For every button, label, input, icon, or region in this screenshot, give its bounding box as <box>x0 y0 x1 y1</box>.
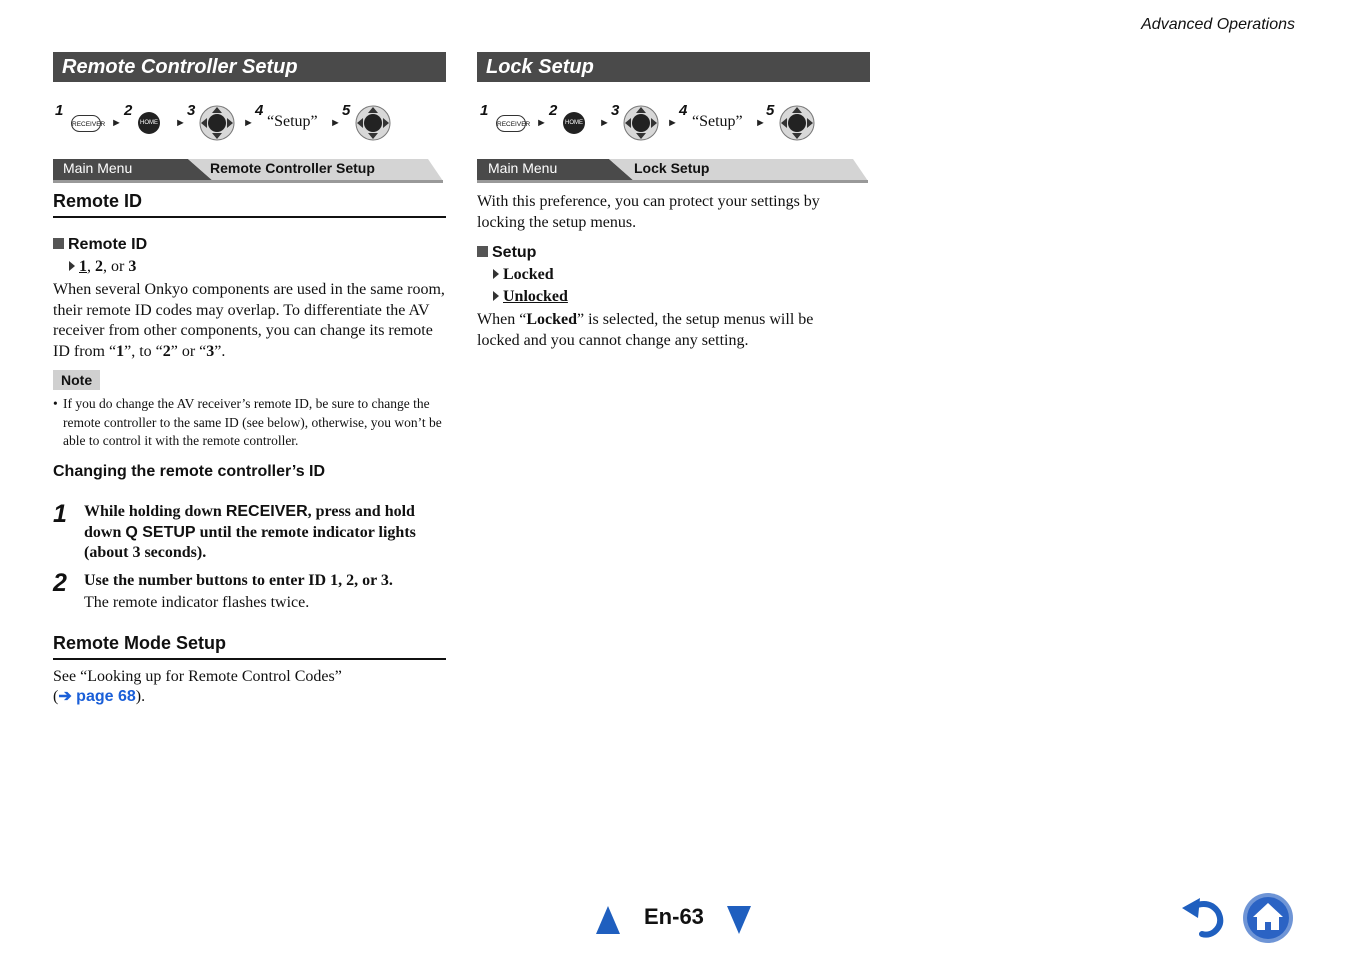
setup-menu-label: “Setup” <box>692 113 743 130</box>
arrow-right-icon: ► <box>536 117 547 129</box>
remote-mode-link-line: (➔ page 68). <box>53 688 146 705</box>
note-bullet: • <box>53 396 58 411</box>
triangle-bullet-icon <box>493 291 499 301</box>
receiver-button-icon: RECEIVER <box>71 115 101 132</box>
step-2-number: 2 <box>53 569 67 597</box>
home-button-icon: HOME <box>563 112 585 134</box>
heading-remote-id: Remote ID <box>53 191 143 211</box>
option-locked: Locked <box>493 266 554 284</box>
triangle-bullet-icon <box>493 269 499 279</box>
arrow-right-icon: ► <box>111 117 122 129</box>
enter-button-icon <box>779 105 815 141</box>
heading-remote-mode-setup: Remote Mode Setup <box>53 633 227 653</box>
breadcrumb-main-menu: Main Menu <box>63 160 133 176</box>
step-number: 2 <box>124 102 133 119</box>
enter-button-icon <box>355 105 391 141</box>
step-number: 4 <box>679 102 688 119</box>
step-number: 1 <box>55 102 64 119</box>
breadcrumb-main-menu: Main Menu <box>488 160 558 176</box>
arrow-right-icon: ► <box>755 117 766 129</box>
step-2-title: Use the number buttons to enter ID 1, 2, or 3. <box>84 572 393 589</box>
step-number: 2 <box>549 102 558 119</box>
section-title-lock-setup: Lock Setup <box>477 52 870 82</box>
option-unlocked: Unlocked <box>493 288 568 306</box>
note-text: If you do change the AV receiver’s remote ID, be sure to change the remote controller to the same ID (see below), otherwise, you won’t be able to control it with the remote controller. <box>63 396 442 448</box>
step-number: 5 <box>766 102 775 119</box>
breadcrumb <box>477 159 868 181</box>
arrow-right-icon: ► <box>599 117 610 129</box>
step-number: 1 <box>480 102 489 119</box>
previous-page-arrow-icon[interactable] <box>596 906 620 934</box>
arrow-right-icon: ► <box>243 117 254 129</box>
back-icon[interactable] <box>1180 896 1228 938</box>
page-68-link[interactable]: ➔ page 68 <box>58 688 136 705</box>
breadcrumb-current: Lock Setup <box>634 160 710 176</box>
heading-rule <box>53 216 446 218</box>
running-header: Advanced Operations <box>1141 16 1295 33</box>
remote-id-options: 1, 2, or 3 <box>69 258 136 276</box>
home-button-icon: HOME <box>138 112 160 134</box>
remote-id-description: When several Onkyo components are used in the same room, their remote ID codes may overlap. To differentiate the AV receiver from other components, you can change its remote ID from “1”, to “2” or “3”. <box>53 281 445 360</box>
cursor-pad-icon <box>623 105 659 141</box>
square-bullet-icon <box>477 246 488 257</box>
section-title-remote-controller-setup: Remote Controller Setup <box>53 52 446 82</box>
setting-remote-id: Remote ID <box>53 236 147 254</box>
breadcrumb-current: Remote Controller Setup <box>210 160 375 176</box>
lock-setup-intro: With this preference, you can protect your settings by locking the setup menus. <box>477 193 820 231</box>
setting-setup: Setup <box>477 244 536 262</box>
step-number: 5 <box>342 102 351 119</box>
arrow-right-icon: ► <box>330 117 341 129</box>
step-1-number: 1 <box>53 500 67 528</box>
navigation-steps <box>477 102 870 142</box>
navigation-steps <box>53 102 446 142</box>
next-page-arrow-icon[interactable] <box>727 906 751 934</box>
lock-setup-description: When “Locked” is selected, the setup menus will be locked and you cannot change any setting. <box>477 311 814 349</box>
page-number: En-63 <box>644 904 704 929</box>
step-1-text: While holding down RECEIVER, press and hold down Q SETUP until the remote indicator lights (about 3 seconds). <box>84 503 416 561</box>
heading-rule <box>53 658 446 660</box>
square-bullet-icon <box>53 238 64 249</box>
step-number: 4 <box>255 102 264 119</box>
step-2-desc: The remote indicator flashes twice. <box>84 594 310 611</box>
remote-mode-text: See “Looking up for Remote Control Codes” <box>53 668 342 685</box>
breadcrumb <box>53 159 443 181</box>
arrow-right-icon: ► <box>667 117 678 129</box>
arrow-right-icon: ► <box>175 117 186 129</box>
home-icon[interactable] <box>1242 892 1294 944</box>
heading-changing-remote-id: Changing the remote controller’s ID <box>53 463 326 480</box>
setup-menu-label: “Setup” <box>267 113 318 130</box>
step-number: 3 <box>611 102 620 119</box>
step-number: 3 <box>187 102 196 119</box>
note-label: Note <box>53 370 100 390</box>
receiver-button-icon: RECEIVER <box>496 115 526 132</box>
cursor-pad-icon <box>199 105 235 141</box>
triangle-bullet-icon <box>69 261 75 271</box>
